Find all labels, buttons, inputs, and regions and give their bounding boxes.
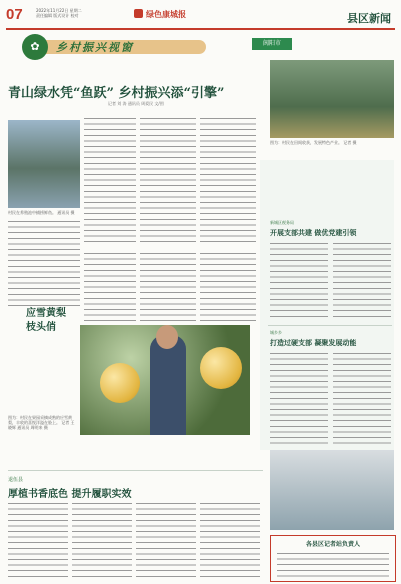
fish-photo	[8, 120, 80, 208]
article1-text-col-2	[333, 240, 391, 318]
section-title: 县区新闻	[347, 12, 391, 25]
article2-kicker: 城乡乡	[270, 330, 282, 335]
article-text-column-2	[140, 115, 196, 245]
harvest-photo-caption: 图为：村民在田间收获，发展特色产业。 记者 摄	[270, 140, 357, 145]
pear-photo-caption: 图为：村民在果园采摘成熟的应雪黄梨，丰收的喜悦洋溢在脸上。 记者 王晓辉 通讯员 周明来 摄	[8, 415, 75, 430]
fish-photo-caption: 村民在养殖池中捕捞鲜鱼。 通讯员 摄	[8, 210, 75, 215]
feature-tag: 阆阳市	[252, 38, 292, 50]
issue-date: 2022年11月22日 星期二	[36, 8, 82, 13]
bottom-text-col-3	[136, 500, 196, 580]
pear-right	[200, 347, 242, 389]
pear-photo	[80, 325, 250, 435]
article-text-column-5	[84, 250, 136, 322]
side-headline-line-1: 应雪黄梨	[26, 308, 66, 319]
contact-info-list	[277, 550, 389, 578]
column-banner	[22, 34, 212, 60]
article-text-column-4	[8, 218, 80, 306]
article2-headline: 打造过硬支部 凝聚发展动能	[270, 338, 357, 347]
newspaper-logo-icon	[134, 9, 143, 18]
harvest-photo	[270, 60, 394, 138]
bottom-text-col-1	[8, 500, 68, 580]
article-text-column-1	[84, 115, 136, 245]
contact-info-box	[270, 535, 396, 582]
page-number: 07	[6, 6, 23, 23]
article2-text-col-1	[270, 350, 328, 445]
article2-text-col-2	[333, 350, 391, 445]
classroom-photo	[270, 450, 394, 530]
leaf-icon: ✿	[22, 34, 48, 60]
issue-info	[36, 8, 126, 18]
masthead	[6, 6, 395, 30]
main-headline: 青山绿水凭“鱼跃” 乡村振兴添“引擎”	[8, 86, 225, 101]
bottom-text-col-4	[200, 500, 260, 580]
divider	[268, 325, 392, 326]
contact-info-title: 各县区记者站负责人	[305, 541, 360, 548]
farmer-head	[156, 325, 178, 349]
banner-title: 乡村振兴视窗	[56, 41, 134, 54]
article1-headline: 开展支部共建 做优党建引领	[270, 228, 357, 237]
bottom-headline: 厚植书香底色 提升履职实效	[8, 489, 132, 500]
pear-left	[100, 363, 140, 403]
side-headline-line-2: 枝头俏	[26, 322, 56, 333]
newspaper-logo: 绿色康城报	[146, 9, 186, 19]
bottom-text-col-2	[72, 500, 132, 580]
article1-kicker: 新城区税务局	[270, 220, 294, 225]
article-text-column-3	[200, 115, 256, 245]
farmer-figure	[150, 335, 186, 435]
article-text-column-7	[200, 250, 256, 322]
bottom-divider	[8, 470, 263, 471]
bottom-kicker: 退伍县	[8, 477, 24, 483]
main-byline: 记者 刘 涛 通讯员 周爱民 文/图	[108, 101, 164, 106]
side-headline	[26, 307, 66, 335]
article-text-column-6	[140, 250, 196, 322]
article1-text-col-1	[270, 240, 328, 318]
issue-editor: 责任编辑 版式设计 校对	[36, 13, 79, 18]
